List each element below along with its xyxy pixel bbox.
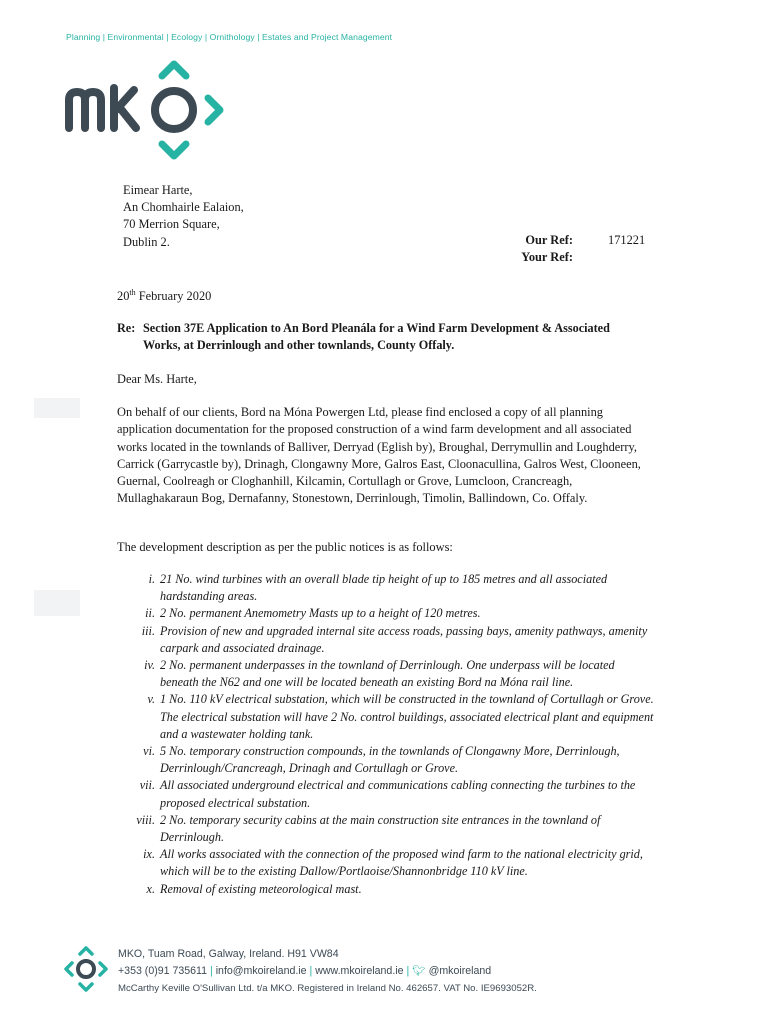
salutation: Dear Ms. Harte, bbox=[117, 372, 197, 386]
list-item-number: v. bbox=[147, 692, 155, 707]
subject-text: Section 37E Application to An Bord Pleanála for a Wind Farm Development & Associated Works, at Derrinlough and other townlands, County Offaly. bbox=[143, 321, 610, 353]
list-item-number: ii. bbox=[145, 606, 155, 621]
list-item bbox=[110, 777, 655, 811]
footer-legal: McCarthy Keville O'Sullivan Ltd. t/a MKO. Registered in Ireland No. 462657. VAT No. IE9693052R. bbox=[118, 983, 537, 994]
list-item bbox=[110, 881, 655, 898]
development-list bbox=[110, 571, 655, 898]
footer-twitter-link[interactable]: @mkoireland bbox=[428, 965, 492, 977]
recipient-city: Dublin 2. bbox=[123, 234, 170, 249]
list-item-number: vii. bbox=[139, 778, 155, 793]
list-item-text: 2 No. permanent underpasses in the townland of Derrinlough. One underpass will be located beneath the N62 and one will be located beneath an existing Bord na Móna rail line. bbox=[160, 658, 615, 690]
list-item bbox=[110, 623, 655, 657]
list-item-text: All associated underground electrical and communications cabling connecting the turbines to the proposed electrical substation. bbox=[160, 778, 636, 810]
list-item-text: Removal of existing meteorological mast. bbox=[160, 881, 362, 896]
footer-contacts bbox=[118, 963, 537, 980]
list-item bbox=[110, 846, 655, 880]
list-item-text: 2 No. permanent Anemometry Masts up to a height of 120 metres. bbox=[160, 606, 481, 621]
reference-block bbox=[500, 232, 645, 266]
list-item bbox=[110, 605, 655, 622]
list-item-number: vi. bbox=[143, 744, 155, 759]
body-paragraph: On behalf of our clients, Bord na Móna Powergen Ltd, please find enclosed a copy of all planning application documentation for the proposed construction of a wind farm development and all associated works located in the townlands of Balliver, Derryad (Eglish by), Broughal, Derrymullin and Loughderry, Carrick (Garrycastle by), Drinagh, Clongawny More, Galros East, Cloonacullina, Galros West, Clooneen, Guernal, Coolreagh or Cloghanhill, Kilcamin, Cortullagh or Grove, Lumcloon, Crancreagh, Mullaghakaraun Bog, Dernafanny, Stonestown, Derrinlough, Timolin, Ballindown, Co. Offaly. bbox=[117, 405, 641, 506]
date-suffix: th bbox=[129, 288, 136, 297]
our-ref-value: 171221 bbox=[608, 233, 646, 247]
footer-email-link[interactable]: info@mkoireland.ie bbox=[215, 965, 307, 977]
footer-separator: | bbox=[309, 965, 316, 977]
list-item bbox=[110, 657, 655, 691]
letter-footer bbox=[118, 946, 537, 997]
list-item-text: 2 No. temporary security cabins at the main construction site entrances in the townland of Derrinlough. bbox=[160, 812, 601, 845]
date-day: 20 bbox=[117, 289, 130, 304]
list-item-number: ix. bbox=[143, 847, 155, 862]
letter-date bbox=[117, 288, 211, 304]
list-item-number: iv. bbox=[144, 658, 155, 673]
list-item-number: viii. bbox=[136, 812, 155, 827]
twitter-icon: 🐦︎ bbox=[412, 965, 426, 977]
our-ref-label: Our Ref: bbox=[525, 233, 573, 247]
footer-web-link[interactable]: www.mkoireland.ie bbox=[315, 965, 404, 977]
footer-separator: | bbox=[210, 965, 216, 977]
date-rest: February 2020 bbox=[135, 289, 212, 304]
list-item-text: All works associated with the connection of the proposed wind farm to the national electricity grid, which will be to the existing Dallow/Portlaoise/Shannonbridge 110 kV line. bbox=[160, 847, 643, 879]
mko-footer-icon bbox=[64, 946, 108, 992]
footer-address: MKO, Tuam Road, Galway, Ireland. H91 VW84 bbox=[118, 948, 339, 960]
watermark-shape-top bbox=[34, 398, 80, 418]
recipient-address bbox=[123, 182, 244, 251]
recipient-org: An Chomhairle Ealaion, bbox=[123, 200, 244, 215]
recipient-street: 70 Merrion Square, bbox=[123, 217, 220, 232]
your-ref-label: Your Ref: bbox=[521, 250, 573, 265]
list-item-number: i. bbox=[148, 572, 155, 586]
footer-phone: +353 (0)91 735611 bbox=[118, 965, 208, 977]
list-item bbox=[110, 571, 655, 605]
list-item bbox=[110, 691, 655, 743]
recipient-name: Eimear Harte, bbox=[123, 183, 193, 197]
list-item-text: 1 No. 110 kV electrical substation, which will be constructed in the townland of Cortullagh or Grove. The electrical substation will have 2 No. control buildings, associated electrical plant and equipment and a wastewater holding tank. bbox=[160, 692, 654, 741]
development-intro: The development description as per the public notices is as follows: bbox=[117, 540, 453, 554]
list-item-text: 21 No. wind turbines with an overall blade tip height of up to 185 metres and all associated hardstanding areas. bbox=[160, 572, 608, 604]
company-tagline: Planning | Environmental | Ecology | Ornithology | Estates and Project Management bbox=[66, 32, 393, 42]
list-item bbox=[110, 743, 655, 777]
list-item-number: x. bbox=[146, 881, 155, 896]
list-item-number: iii. bbox=[141, 623, 155, 638]
watermark-shape-bottom bbox=[34, 590, 80, 616]
list-item-text: Provision of new and upgraded internal site access roads, passing bays, amenity pathways, amenity carpark and associated drainage. bbox=[160, 623, 648, 655]
subject-label: Re: bbox=[117, 321, 136, 335]
mko-logo bbox=[64, 58, 234, 162]
subject-line bbox=[117, 320, 637, 354]
footer-separator: | bbox=[406, 965, 413, 977]
list-item bbox=[110, 812, 655, 846]
list-item-text: 5 No. temporary construction compounds, in the townlands of Clongawny More, Derrinlough, Derrinlough/Crancreagh, Drinagh and Cortullagh or Grove. bbox=[160, 744, 620, 776]
